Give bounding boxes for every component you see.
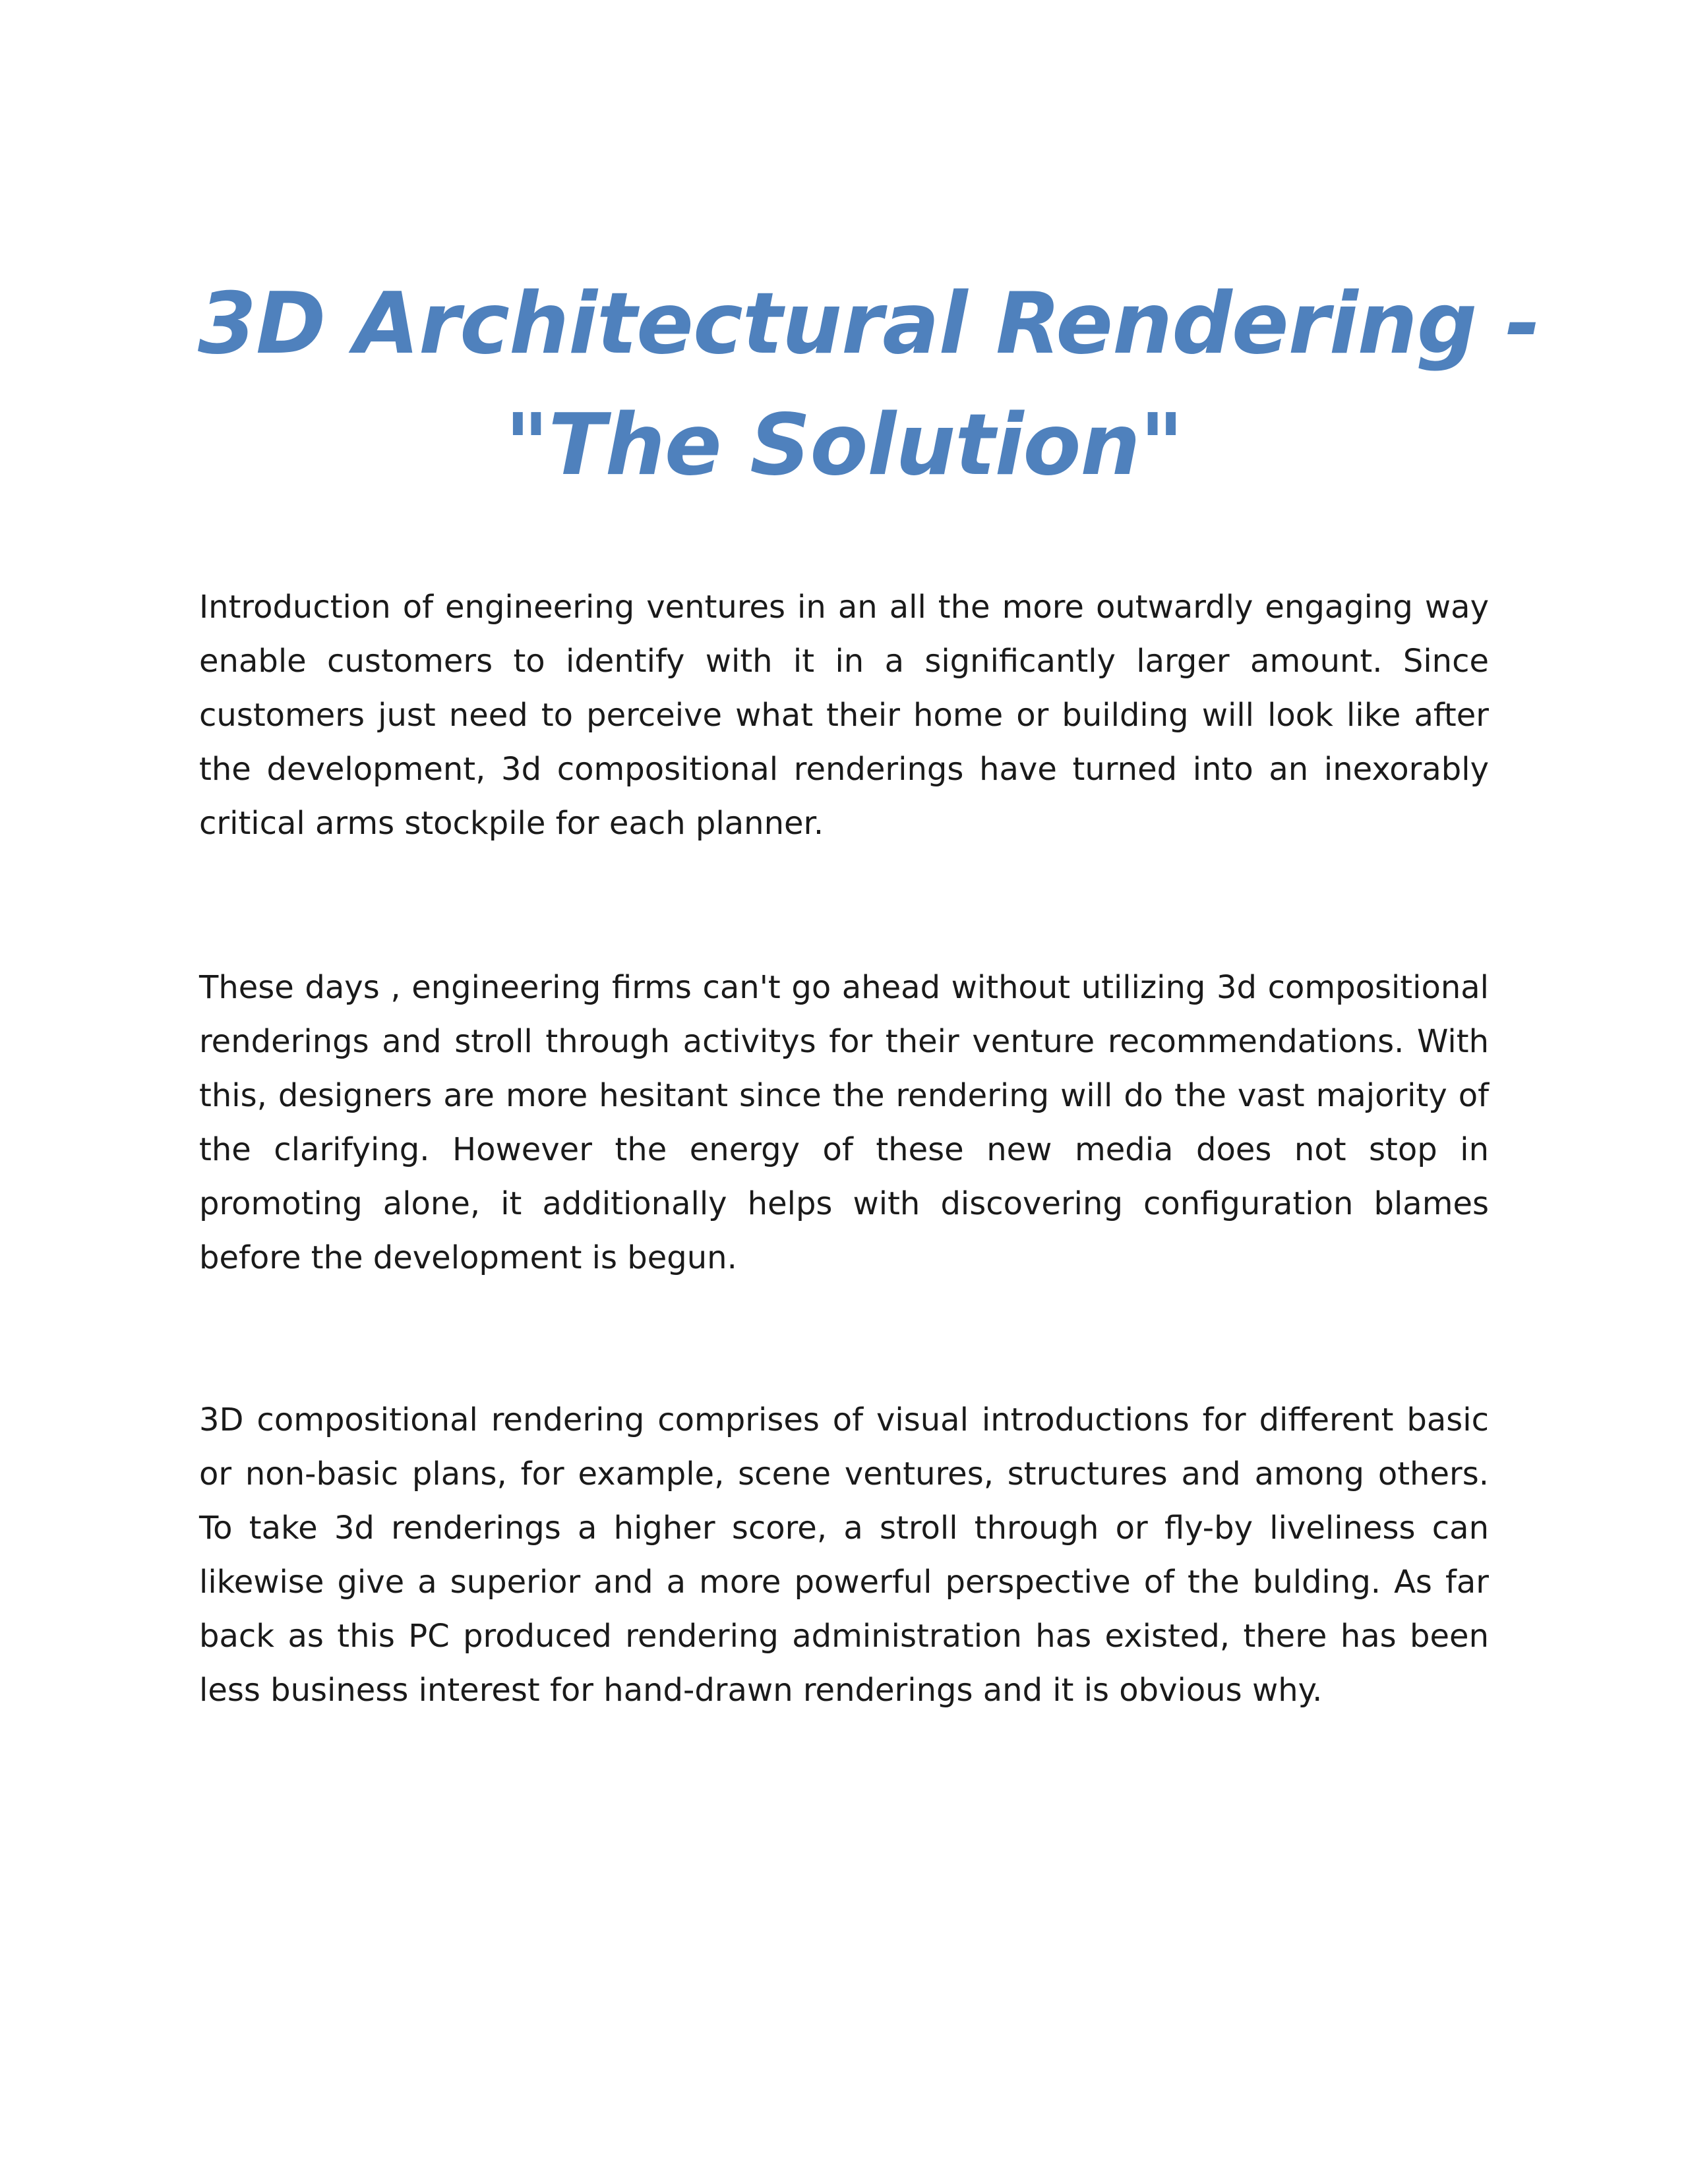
paragraph-these-days: These days , engineering firms can't go ahead without utilizing 3d compositional renderings and stroll through activitys for their venture recommendations. With this, designers are more hesitant since the rendering will do the vast majority of the clarifying. However the energy of these new media does not stop in promoting alone, it additionally helps with discovering configuration blames before the development is begun.	[199, 969, 1489, 1276]
title-line-2: "The Solution"	[504, 396, 1184, 494]
document-title	[198, 264, 1540, 506]
paragraph-introduction: Introduction of engineering ventures in an all the more outwardly engaging way enable customers to identify with it in a significantly larger amount. Since customers just need to perceive what their home or building will look like after the development, 3d compositional renderings have turned into an inexorably critical arms stockpile for each planner.	[199, 589, 1489, 842]
paragraph-3d-rendering: 3D compositional rendering comprises of visual introductions for different basic or non-basic plans, for example, scene ventures, structures and among others. To take 3d renderings a higher score, a stroll through or fly-by liveliness can likewise give a superior and a more powerful perspective of the bulding. As far back as this PC produced rendering administration has existed, there has been less business interest for hand-drawn renderings and it is obvious why.	[199, 1402, 1489, 1709]
title-line-1: 3D Architectural Rendering -	[198, 275, 1540, 373]
